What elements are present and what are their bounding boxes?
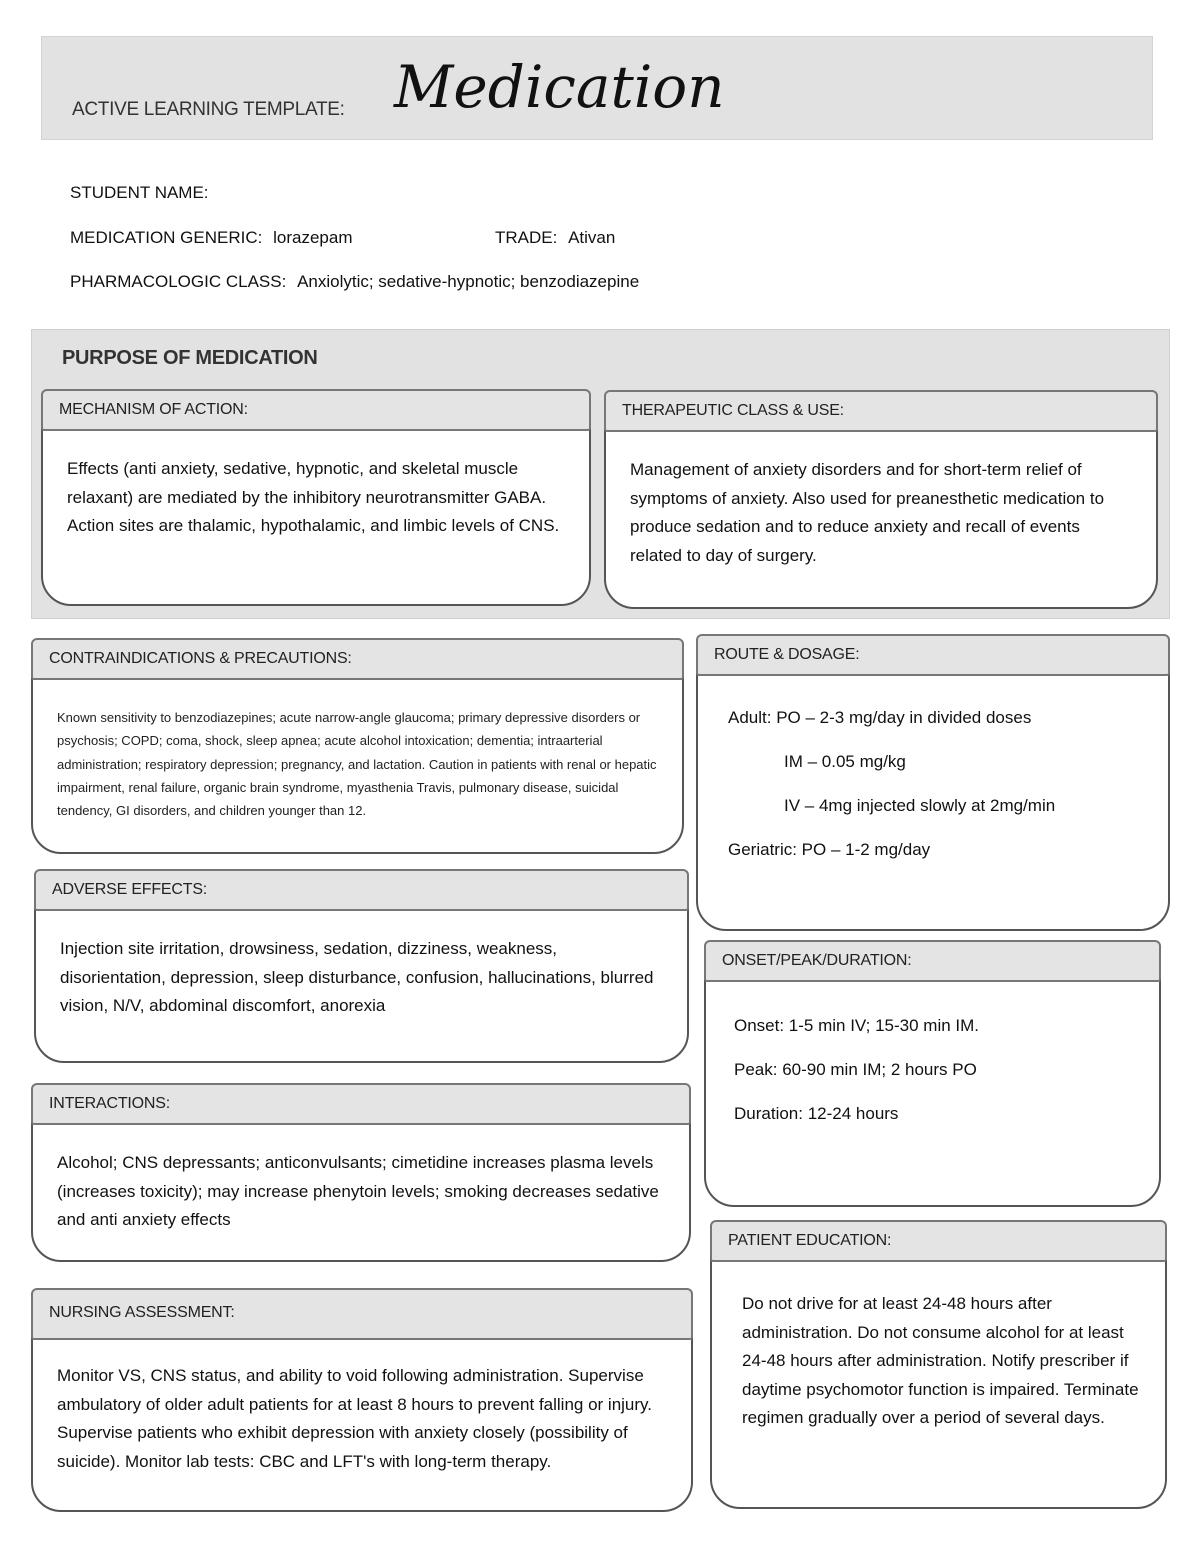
therapeutic-text: Management of anxiety disorders and for short-term relief of symptoms of anxiety. Also used for preanesthetic medication to produce sedation and to reduce anxiety and recall of events related to day of surgery. <box>630 460 1105 565</box>
adverse-effects-box <box>34 869 689 1063</box>
nursing-assessment-title: NURSING ASSESSMENT: <box>31 1288 693 1340</box>
mechanism-box <box>41 389 591 606</box>
nursing-assessment-text: Monitor VS, CNS status, and ability to void following administration. Supervise ambulatory of older adult patients for at least 8 hours to prevent falling or injury. Supervise patients who exhibit depression with anxiety closely (possibility of suicide). Monitor lab tests: CBC and LFT's with long-term therapy. <box>57 1366 653 1471</box>
class-row <box>70 272 639 292</box>
duration-line: Duration: 12-24 hours <box>734 1104 899 1123</box>
trade-row <box>495 228 615 248</box>
interactions-text: Alcohol; CNS depressants; anticonvulsants; cimetidine increases plasma levels (increases toxicity); may increase phenytoin levels; smoking decreases sedative and anti anxiety effects <box>57 1153 659 1229</box>
contraindications-text: Known sensitivity to benzodiazepines; acute narrow-angle glaucoma; primary depressive disorders or psychosis; COPD; coma, shock, sleep apnea; acute alcohol intoxication; dementia; intraarterial administration; respiratory depression; pregnancy, and lactation. Caution in patients with renal or hepatic impairment, renal failure, organic brain syndrome, myasthenia Travis, pulmonary disease, suicidal tendency, GI disorders, and children younger than 12. <box>57 710 657 819</box>
onset-peak-duration-list <box>734 1004 1139 1136</box>
mechanism-title: MECHANISM OF ACTION: <box>41 389 591 431</box>
contraindications-box <box>31 638 684 854</box>
patient-education-box <box>710 1220 1167 1509</box>
trade-value: Ativan <box>568 228 616 247</box>
mechanism-text: Effects (anti anxiety, sedative, hypnotic, and skeletal muscle relaxant) are mediated by the inhibitory neurotransmitter GABA. Action sites are thalamic, hypothalamic, and limbic levels of CNS. <box>67 459 560 535</box>
route-line-iv: IV – 4mg injected slowly at 2mg/min <box>784 796 1056 815</box>
route-line-adult: Adult: PO – 2-3 mg/day in divided doses <box>728 708 1032 727</box>
therapeutic-box <box>604 390 1158 609</box>
route-dosage-box <box>696 634 1170 931</box>
nursing-assessment-box <box>31 1288 693 1512</box>
interactions-box <box>31 1083 691 1262</box>
patient-education-text: Do not drive for at least 24-48 hours after administration. Do not consume alcohol for at least 24-48 hours after administration. Notify prescriber if daytime psychomotor function is impaired. Terminate regimen gradually over a period of several days. <box>742 1294 1139 1427</box>
contraindications-title: CONTRAINDICATIONS & PRECAUTIONS: <box>31 638 684 680</box>
student-name-label: STUDENT NAME: <box>70 183 209 202</box>
route-line-im: IM – 0.05 mg/kg <box>784 752 906 771</box>
onset-peak-duration-title: ONSET/PEAK/DURATION: <box>704 940 1161 982</box>
onset-line: Onset: 1-5 min IV; 15-30 min IM. <box>734 1016 980 1035</box>
interactions-title: INTERACTIONS: <box>31 1083 691 1125</box>
route-dosage-list <box>728 696 1148 872</box>
template-label: ACTIVE LEARNING TEMPLATE: <box>72 99 345 120</box>
generic-value: lorazepam <box>273 228 353 247</box>
purpose-title: PURPOSE OF MEDICATION <box>62 347 318 369</box>
trade-label: TRADE: <box>495 228 558 247</box>
adverse-effects-text: Injection site irritation, drowsiness, sedation, dizziness, weakness, disorientation, depression, sleep disturbance, confusion, hallucinations, blurred vision, N/V, abdominal discomfort, anorexia <box>60 939 654 1015</box>
template-title: Medication <box>394 53 725 121</box>
onset-peak-duration-box <box>704 940 1161 1207</box>
generic-label: MEDICATION GENERIC: <box>70 228 263 247</box>
therapeutic-title: THERAPEUTIC CLASS & USE: <box>604 390 1158 432</box>
class-value: Anxiolytic; sedative-hypnotic; benzodiazepine <box>297 272 640 291</box>
patient-education-title: PATIENT EDUCATION: <box>710 1220 1167 1262</box>
template-header <box>41 36 1153 140</box>
route-dosage-title: ROUTE & DOSAGE: <box>696 634 1170 676</box>
generic-row <box>70 228 352 248</box>
route-line-geriatric: Geriatric: PO – 1-2 mg/day <box>728 840 931 859</box>
class-label: PHARMACOLOGIC CLASS: <box>70 272 287 291</box>
adverse-effects-title: ADVERSE EFFECTS: <box>34 869 689 911</box>
student-name-row <box>70 183 215 203</box>
peak-line: Peak: 60-90 min IM; 2 hours PO <box>734 1060 977 1079</box>
